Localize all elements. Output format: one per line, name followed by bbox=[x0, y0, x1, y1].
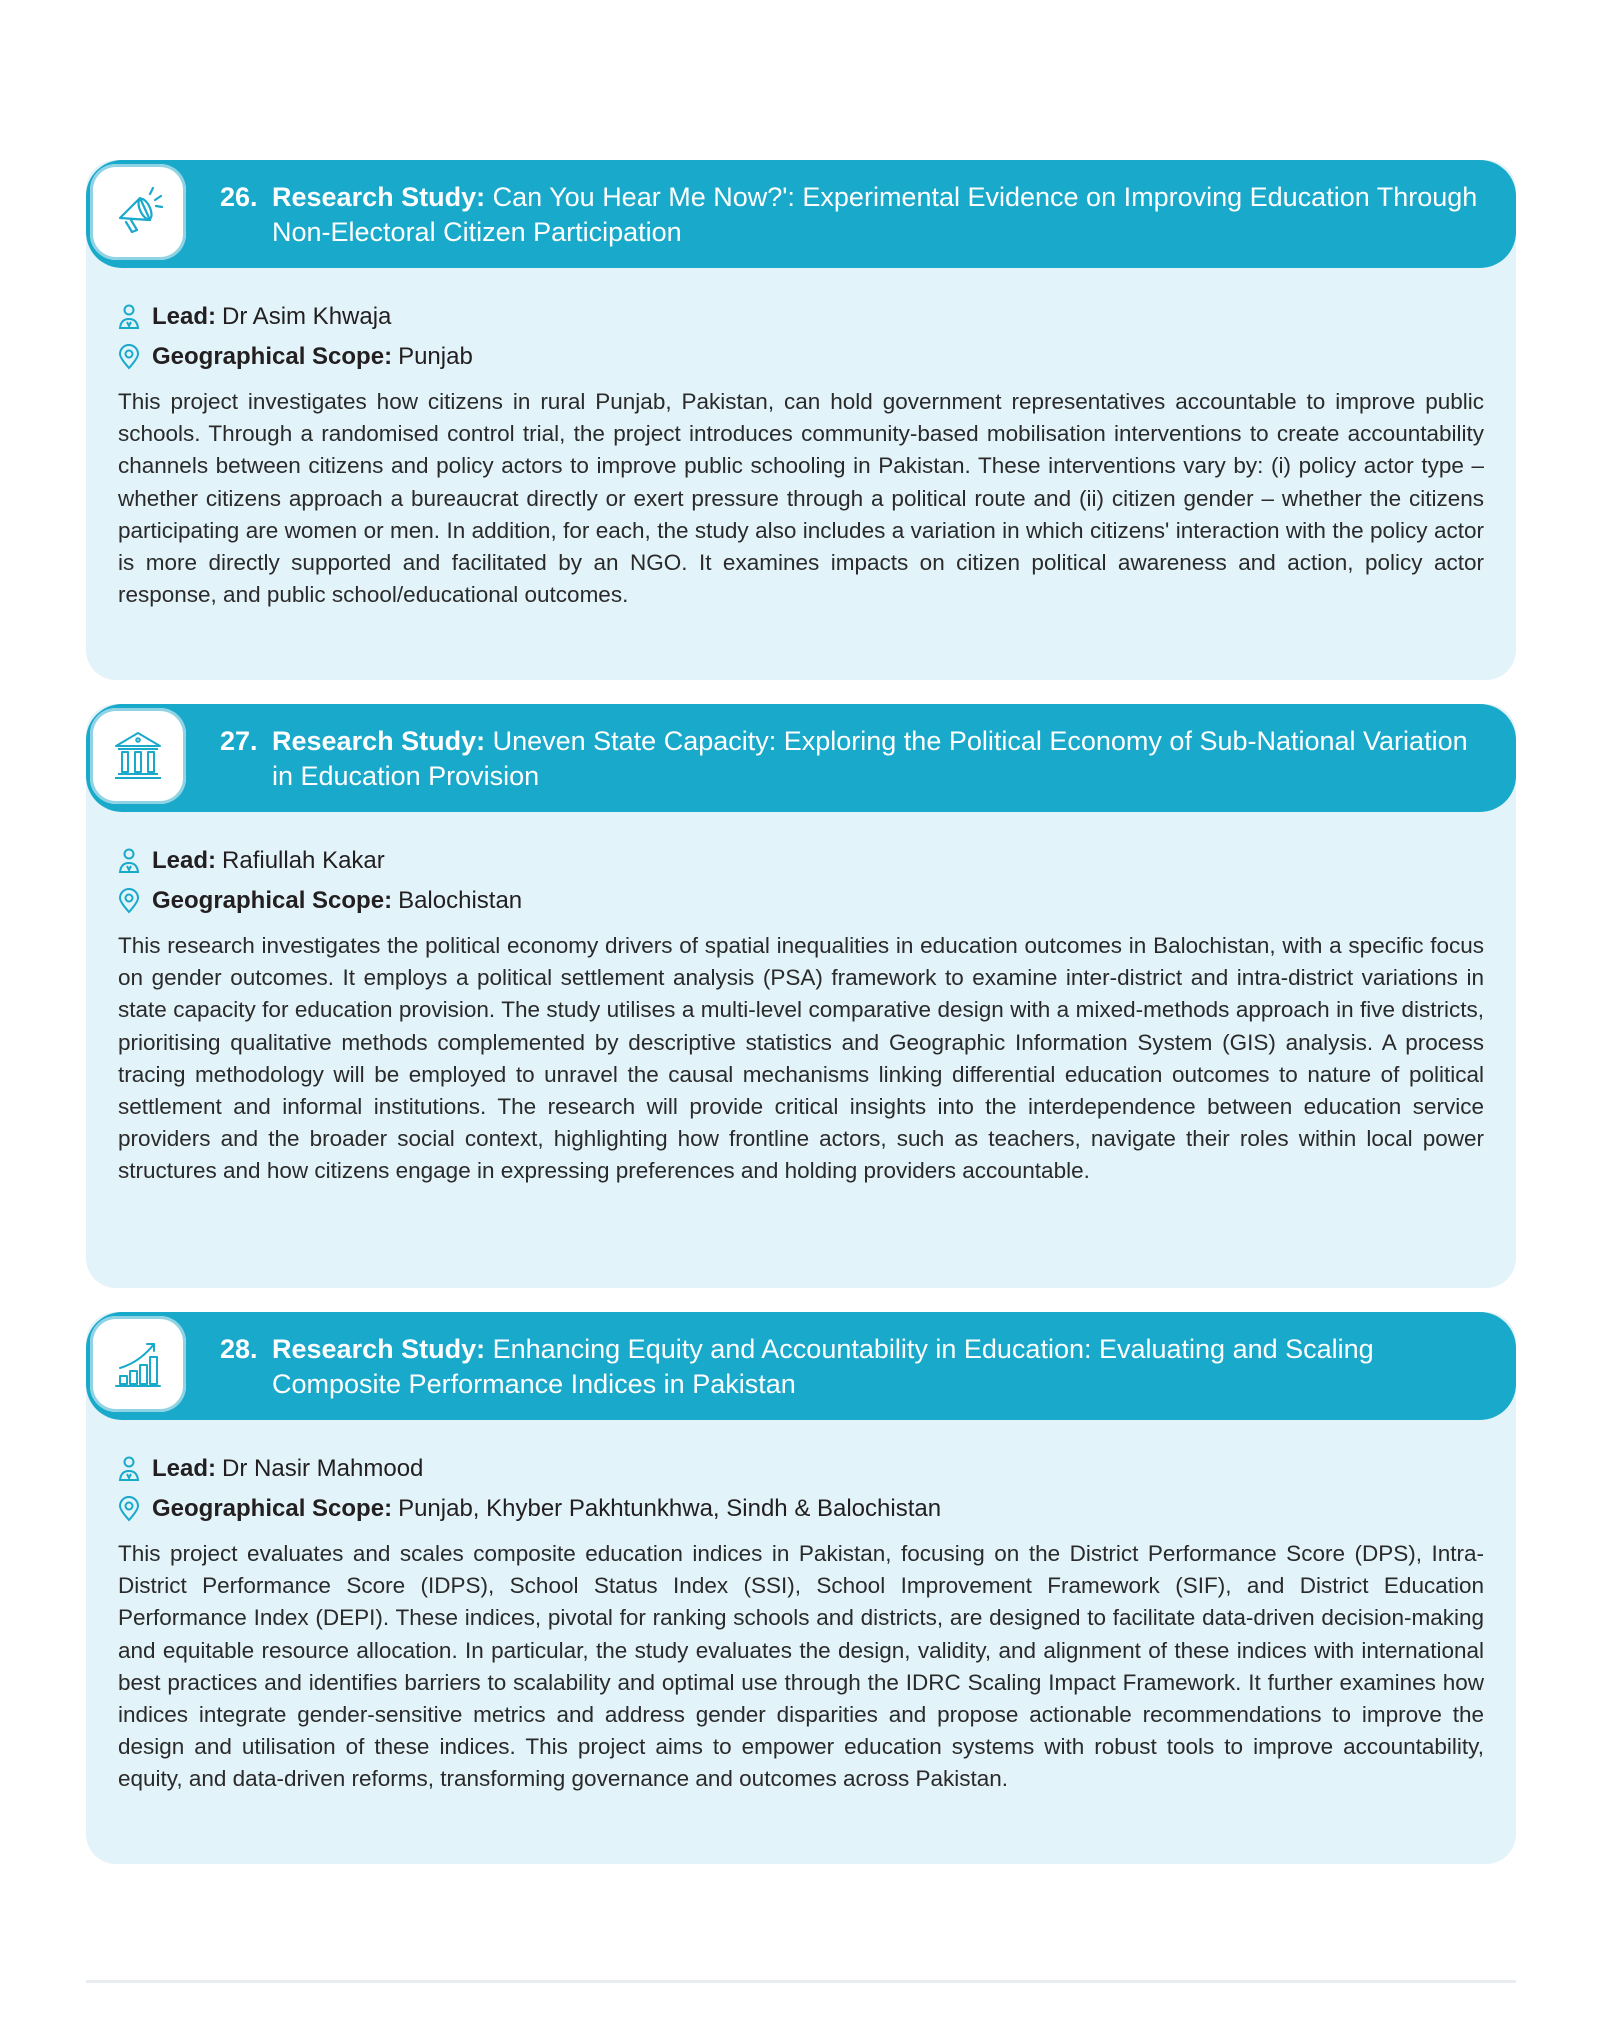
scope-value: Punjab bbox=[398, 343, 473, 370]
scope-value: Punjab, Khyber Pakhtunkhwa, Sindh & Balochistan bbox=[398, 1495, 942, 1522]
study-title bbox=[220, 180, 1492, 250]
study-card-27 bbox=[86, 704, 1516, 1288]
location-pin-icon bbox=[118, 344, 140, 370]
study-number: 27. bbox=[220, 726, 258, 756]
study-icon-box bbox=[90, 708, 186, 804]
study-title bbox=[220, 1332, 1492, 1402]
study-card-26 bbox=[86, 160, 1516, 680]
footer-divider bbox=[86, 1980, 1516, 1983]
person-icon bbox=[118, 304, 140, 330]
person-icon bbox=[118, 1456, 140, 1482]
study-number: 28. bbox=[220, 1334, 258, 1364]
scope-label: Geographical Scope: bbox=[152, 1495, 393, 1522]
scope-label: Geographical Scope: bbox=[152, 343, 393, 370]
scope-label: Geographical Scope: bbox=[152, 887, 393, 914]
study-title-text: Can You Hear Me Now?': Experimental Evidence on Improving Education Through Non-Electoral Citizen Participation bbox=[272, 182, 1478, 247]
lead-value: Rafiullah Kakar bbox=[222, 847, 385, 874]
study-header bbox=[86, 1312, 1516, 1420]
lead-row bbox=[118, 1454, 423, 1484]
lead-row bbox=[118, 846, 385, 876]
scope-row bbox=[118, 886, 522, 916]
study-label: Research Study: bbox=[272, 1334, 486, 1364]
scope-row bbox=[118, 1494, 941, 1524]
lead-label: Lead: bbox=[152, 303, 217, 330]
study-description: This research investigates the political economy drivers of spatial inequalities in education outcomes in Balochistan, with a specific focus on gender outcomes. It employs a political settlement analysis (PSA) framework to examine inter-district and intra-district variations in state capacity for education provision. The study utilises a multi-level comparative design with a mixed-methods approach in five districts, prioritising qualitative methods complemented by descriptive statistics and Geographic Information System (GIS) analysis. A process tracing methodology will be employed to unravel the causal mechanisms linking differential education outcomes to nature of political settlement and informal institutions. The research will provide critical insights into the interdependence between education service providers and the broader social context, highlighting how frontline actors, such as teachers, navigate their roles within local power structures and how citizens engage in expressing preferences and holding providers accountable. bbox=[118, 933, 1484, 1184]
lead-label: Lead: bbox=[152, 1455, 217, 1482]
location-pin-icon bbox=[118, 888, 140, 914]
study-number: 26. bbox=[220, 182, 258, 212]
scope-value: Balochistan bbox=[398, 887, 523, 914]
government-building-icon bbox=[110, 728, 166, 784]
study-title-text: Uneven State Capacity: Exploring the Political Economy of Sub-National Variation in Education Provision bbox=[272, 726, 1468, 791]
megaphone-icon bbox=[110, 184, 166, 240]
location-pin-icon bbox=[118, 1496, 140, 1522]
study-header bbox=[86, 704, 1516, 812]
person-icon bbox=[118, 848, 140, 874]
study-title-text: Enhancing Equity and Accountability in Education: Evaluating and Scaling Composite Performance Indices in Pakistan bbox=[272, 1334, 1374, 1399]
lead-value: Dr Nasir Mahmood bbox=[222, 1455, 424, 1482]
growth-chart-icon bbox=[110, 1336, 166, 1392]
lead-label: Lead: bbox=[152, 847, 217, 874]
study-title bbox=[220, 724, 1492, 794]
study-icon-box bbox=[90, 1316, 186, 1412]
study-description: This project investigates how citizens in rural Punjab, Pakistan, can hold government representatives accountable to improve public schools. Through a randomised control trial, the project introduces community-based mobilisation interventions to create accountability channels between citizens and policy actors to improve public schooling in Pakistan. These interventions vary by: (i) policy actor type – whether citizens approach a bureaucrat directly or exert pressure through a political route and (ii) citizen gender – whether the citizens participating are women or men. In addition, for each, the study also includes a variation in which citizens' interaction with the policy actor is more directly supported and facilitated by an NGO. It examines impacts on citizen political awareness and action, policy actor response, and public school/educational outcomes. bbox=[118, 389, 1484, 608]
scope-row bbox=[118, 342, 473, 372]
study-icon-box bbox=[90, 164, 186, 260]
study-description: This project evaluates and scales composite education indices in Pakistan, focusing on the District Performance Score (DPS), Intra-District Performance Score (IDPS), School Status Index (SSI), School Improvement Framework (SIF), and District Education Performance Index (DEPI). These indices, pivotal for ranking schools and districts, are designed to facilitate data-driven decision-making and equitable resource allocation. In particular, the study evaluates the design, validity, and alignment of these indices with international best practices and identifies barriers to scalability and optimal use through the IDRC Scaling Impact Framework. It further examines how indices integrate gender-sensitive metrics and address gender disparities and propose actionable recommendations to improve the design and utilisation of these indices. This project aims to empower education systems with robust tools to improve accountability, equity, and data-driven reforms, transforming governance and outcomes across Pakistan. bbox=[118, 1541, 1484, 1792]
study-header bbox=[86, 160, 1516, 268]
study-card-28 bbox=[86, 1312, 1516, 1864]
study-label: Research Study: bbox=[272, 182, 486, 212]
lead-value: Dr Asim Khwaja bbox=[222, 303, 392, 330]
study-label: Research Study: bbox=[272, 726, 486, 756]
lead-row bbox=[118, 302, 391, 332]
